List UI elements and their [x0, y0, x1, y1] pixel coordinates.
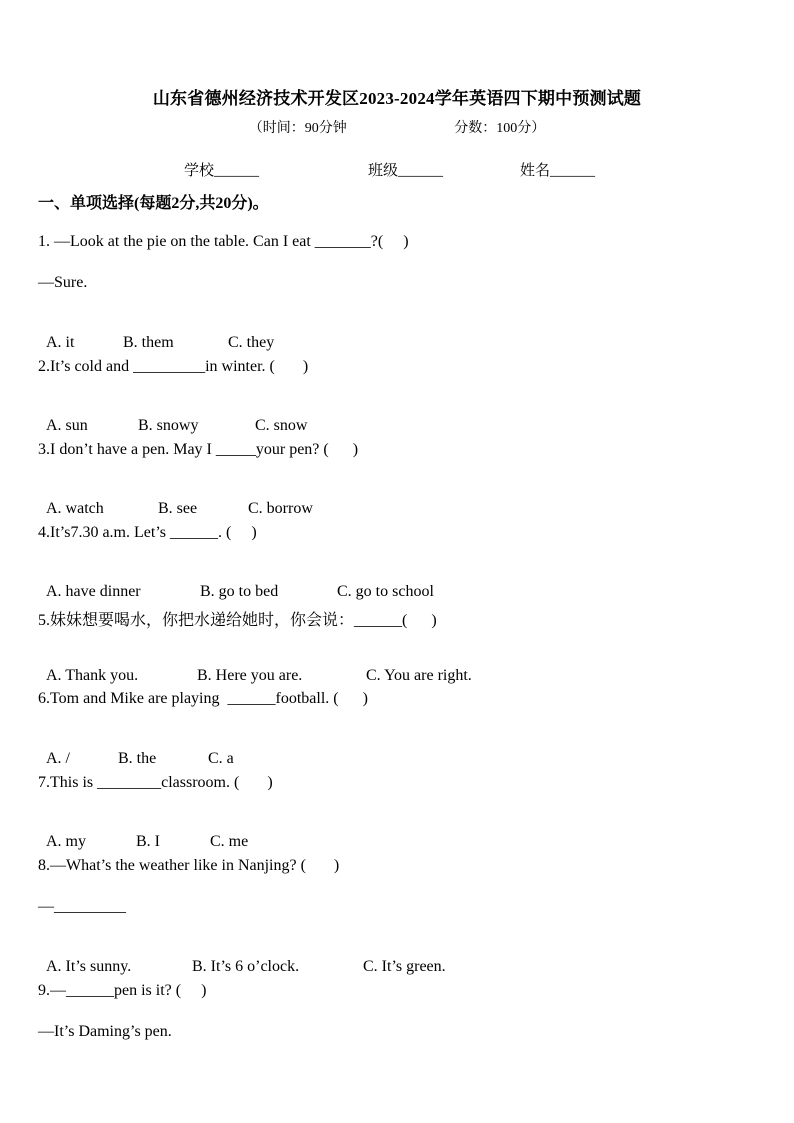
question-options: [38, 649, 472, 685]
option-c: C. they: [228, 334, 275, 351]
question-stem: 2.It’s cold and _________in winter. ( ): [38, 358, 309, 375]
option-b: B. It’s 6 o’clock.: [192, 958, 300, 975]
option-b: B. snowy: [138, 417, 199, 434]
page-title: 山东省德州经济技术开发区2023-2024学年英语四下期中预测试题: [152, 89, 642, 108]
question-options: [38, 732, 234, 768]
option-a: A. sun: [46, 417, 88, 434]
option-c: C. a: [208, 750, 234, 767]
question-dialogue: —_________: [38, 898, 126, 915]
option-c: C. me: [210, 833, 249, 850]
option-b: B. the: [118, 750, 157, 767]
name-field: 姓名______: [520, 163, 596, 179]
option-a: A. Thank you.: [46, 667, 139, 684]
option-a: A. my: [46, 833, 86, 850]
question-dialogue: —It’s Daming’s pen.: [38, 1023, 172, 1040]
option-b: B. go to bed: [200, 583, 279, 600]
question-options: [38, 815, 248, 851]
option-c: C. snow: [255, 417, 308, 434]
option-b: B. see: [158, 500, 198, 517]
option-a: A. have dinner: [46, 583, 141, 600]
option-a: A. it: [46, 334, 75, 351]
section-heading: 一、单项选择(每题2分,共20分)。: [38, 195, 269, 212]
school-field: 学校______: [184, 163, 260, 179]
option-c: C. borrow: [248, 500, 313, 517]
question-options: [38, 482, 313, 518]
question-stem: 5.妹妹想要喝水，你把水递给她时，你会说：______( ): [38, 612, 437, 629]
class-field: 班级______: [368, 163, 444, 179]
question-options: [38, 565, 434, 601]
question-options: [38, 316, 274, 352]
exam-meta: [0, 117, 794, 137]
option-b: B. Here you are.: [197, 667, 303, 684]
question-stem: 9.—______pen is it? ( ): [38, 982, 207, 999]
option-b: B. I: [136, 833, 160, 850]
question-options: [38, 399, 307, 435]
question-stem: 3.I don’t have a pen. May I _____your pen? ( ): [38, 441, 359, 458]
option-b: B. them: [123, 334, 174, 351]
option-a: A. /: [46, 750, 70, 767]
question-stem: 4.It’s7.30 a.m. Let’s ______. ( ): [38, 524, 257, 541]
exam-time: （时间：90分钟: [248, 121, 347, 136]
option-c: C. go to school: [337, 583, 434, 600]
question-stem: 7.This is ________classroom. ( ): [38, 774, 273, 791]
exam-score: 分数：100分）: [454, 121, 546, 136]
question-stem: 1. —Look at the pie on the table. Can I eat _______?( ): [38, 233, 409, 250]
option-c: C. It’s green.: [363, 958, 446, 975]
question-options: [38, 940, 446, 976]
question-stem: 8.—What’s the weather like in Nanjing? ( ): [38, 857, 340, 874]
option-a: A. It’s sunny.: [46, 958, 132, 975]
question-dialogue: —Sure.: [38, 274, 88, 291]
option-a: A. watch: [46, 500, 104, 517]
question-stem: 6.Tom and Mike are playing ______football. ( ): [38, 690, 368, 707]
option-c: C. You are right.: [366, 667, 472, 684]
